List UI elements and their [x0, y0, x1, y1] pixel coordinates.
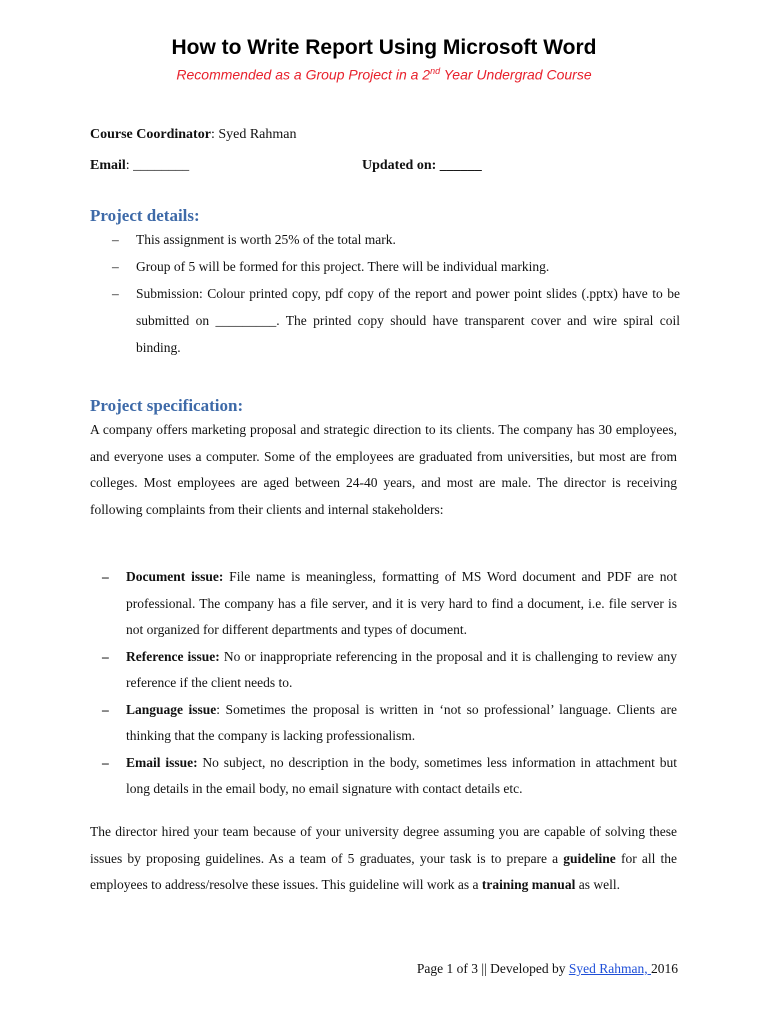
course-coordinator-line — [90, 127, 296, 143]
issue-label: Email issue: — [126, 754, 198, 770]
email-label: Email — [90, 158, 126, 173]
dash-bullet: – — [102, 754, 109, 770]
issue-label: Language issue — [126, 701, 217, 717]
closing-text: as well. — [575, 877, 620, 892]
page-footer — [417, 961, 678, 977]
email-value: : ________ — [125, 158, 190, 173]
updated-on-line: Updated on: ______ — [362, 158, 482, 173]
dash-bullet: – — [102, 701, 109, 717]
issue-text: : Sometimes the proposal is written in ‘not so professional’ language. Clients are thinking that the company is lacking professionalism. — [126, 701, 677, 743]
author-link[interactable]: Syed Rahman, — [568, 961, 651, 976]
issue-text: No or inappropriate referencing in the proposal and it is challenging to review any reference if the client needs to. — [126, 648, 677, 690]
dash-bullet: – — [112, 232, 119, 247]
document-title: How to Write Report Using Microsoft Word — [171, 36, 597, 59]
issue-label: Reference issue: — [126, 648, 220, 664]
dash-bullet: – — [112, 286, 119, 301]
email-line — [90, 158, 189, 174]
subtitle-text-end: Year Undergrad Course — [440, 66, 592, 83]
list-item — [90, 564, 677, 644]
document-subtitle — [0, 66, 768, 83]
dash-bullet: – — [102, 569, 109, 584]
list-item — [90, 226, 680, 253]
dash-bullet: – — [102, 648, 109, 664]
list-item — [90, 280, 680, 361]
issue-text: File name is meaningless, formatting of MS Word document and PDF are not professional. The company has a file server, and it is very hard to find a document, i.e. file server is not organized for different departments and types of document. — [126, 569, 677, 637]
list-item — [90, 644, 677, 697]
subtitle-text: Recommended as a Group Project in a 2 — [176, 66, 431, 83]
list-item-text: This assignment is worth 25% of the total mark. — [136, 232, 396, 247]
issues-list — [90, 564, 677, 803]
closing-bold-guideline: guideline — [563, 850, 616, 866]
project-specification-heading: Project specification: — [90, 396, 244, 415]
closing-text: The director hired your team because of your university degree assuming you are capable of solving these issues by proposing guidelines. As a team of 5 graduates, your task is to prepare a — [90, 824, 677, 866]
coordinator-label: Course Coordinator — [90, 127, 211, 142]
footer-prefix: Page 1 of 3 || Developed by — [416, 961, 569, 976]
subtitle-superscript: nd — [430, 66, 441, 76]
list-item-text: Group of 5 will be formed for this project. There will be individual marking. — [136, 259, 550, 274]
closing-text: for all the employees to address/resolve these issues. This guideline will work as a — [90, 850, 677, 892]
list-item-text: Submission: Colour printed copy, pdf copy of the report and power point slides (.pptx) have to be submitted on _________. The printed copy should have transparent cover and wire spiral coil binding. — [136, 286, 680, 355]
project-details-heading: Project details: — [90, 206, 200, 225]
list-item — [90, 697, 677, 750]
coordinator-value: : Syed Rahman — [210, 127, 297, 142]
dash-bullet: – — [112, 259, 119, 274]
list-item — [90, 750, 677, 803]
closing-paragraph — [90, 819, 677, 899]
closing-bold-training-manual: training manual — [481, 877, 576, 892]
issue-label: Document issue: — [126, 569, 224, 584]
list-item — [90, 253, 680, 280]
footer-year: 2016 — [651, 961, 678, 976]
issue-text: No subject, no description in the body, sometimes less information in attachment but long details in the email body, no email signature with contact details etc. — [126, 754, 677, 796]
specification-intro: A company offers marketing proposal and strategic direction to its clients. The company has 30 employees, and everyone uses a computer. Some of the employees are graduated from universities, but most are from colleges. Most employees are aged between 24-40 years, and most are male. The director is receiving following complaints from their clients and internal stakeholders: — [90, 422, 677, 517]
project-details-list — [90, 226, 680, 361]
